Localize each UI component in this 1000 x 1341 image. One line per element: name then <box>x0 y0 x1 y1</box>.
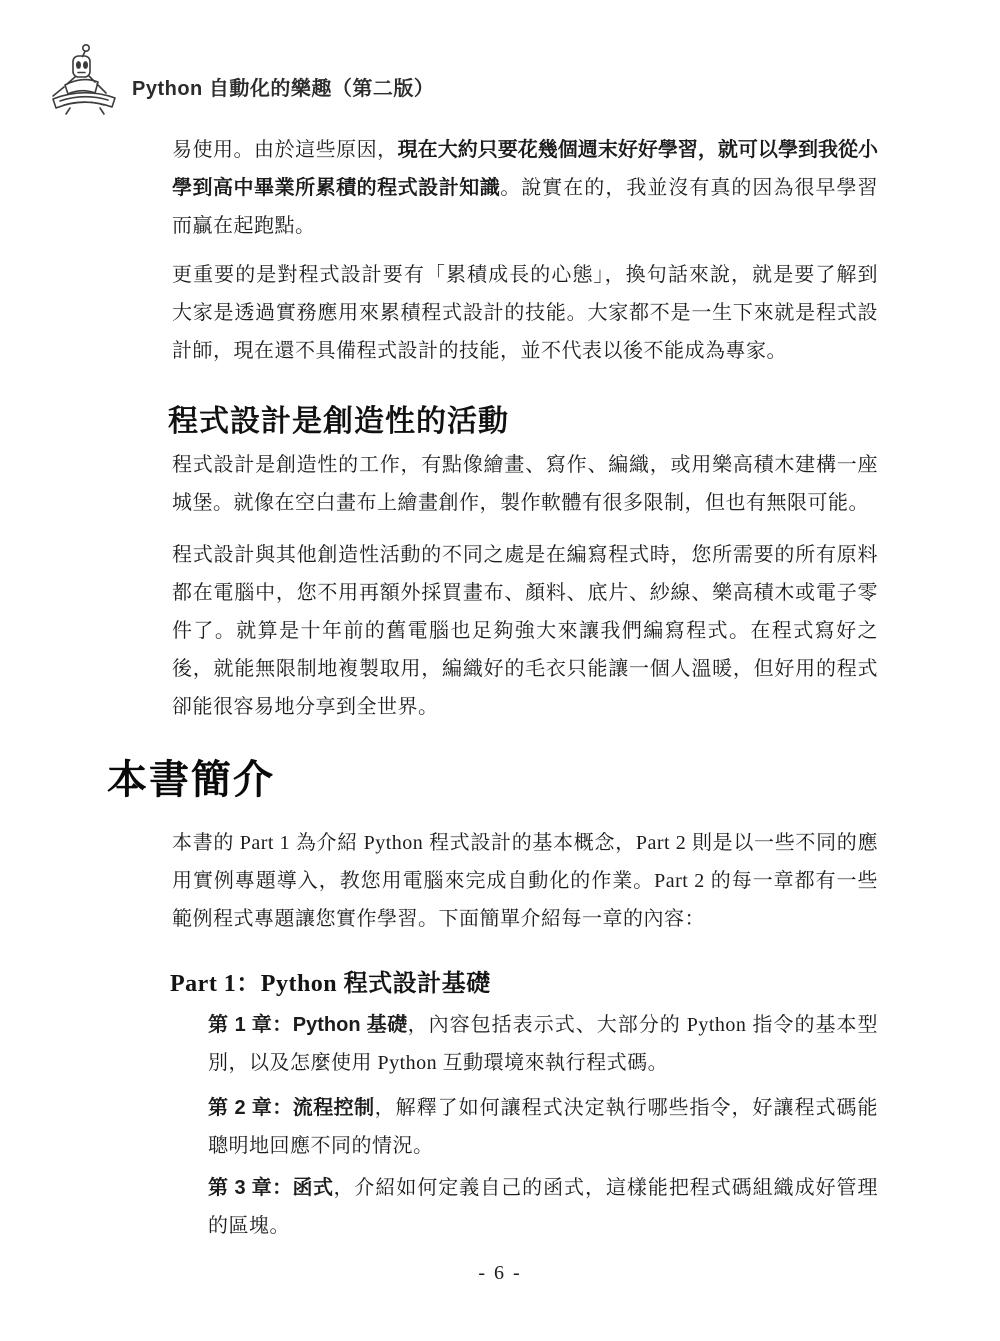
paragraph-5-text: 本書的 Part 1 為介紹 Python 程式設計的基本概念，Part 2 則是以一些不同的應用實例專題導入，教您用電腦來完成自動化的作業。Part 2 的每一章都有一些範例程式專題讓您實作學習。下面簡單介紹每一章的內容： <box>172 832 878 930</box>
paragraph-5 <box>172 824 878 938</box>
chapter-1-title: 第 1 章：Python 基礎 <box>208 1014 408 1036</box>
chapter-1-desc: ，內容包括表示式、大部分的 Python 指令的基本型別，以及怎麼使用 Python 互動環境來執行程式碼。 <box>208 1014 878 1074</box>
page-number: - 6 - <box>478 1262 522 1284</box>
section-heading: 程式設計是創造性的活動 <box>168 405 509 438</box>
paragraph-2-text: 更重要的是對程式設計要有「累積成長的心態」，換句話來說，就是要了解到大家是透過實務應用來累積程式設計的技能。大家都不是一生下來就是程式設計師，現在還不具備程式設計的技能，並不代表以後不能成為專家。 <box>172 264 878 362</box>
paragraph-4 <box>172 536 878 726</box>
part1-heading: Part 1：Python 程式設計基礎 <box>170 971 491 997</box>
paragraph-1 <box>172 131 878 245</box>
paragraph-3-text: 程式設計是創造性的工作，有點像繪畫、寫作、編織，或用樂高積木建構一座城堡。就像在空白畫布上繪畫創作，製作軟體有很多限制，但也有無限可能。 <box>172 454 878 514</box>
paragraph-1-bold-text: 現在大約只要花幾個週末好好學習，就可以學到我從小學到高中畢業所累積的程式設計知識 <box>172 139 879 199</box>
paragraph-3 <box>172 446 878 522</box>
chapter-2-title: 第 2 章：流程控制 <box>208 1097 375 1119</box>
section-heading-block <box>168 396 874 440</box>
chapter-3-desc: ，介紹如何定義自己的函式，這樣能把程式碼組織成好管理的區塊。 <box>208 1177 878 1237</box>
intro-heading: 本書簡介 <box>107 758 275 802</box>
page-header <box>48 42 434 116</box>
paragraph-1-text-end: 。說實在的，我並沒有真的因為很早學習而贏在起跑點。 <box>172 177 879 237</box>
chapter-2-item <box>208 1089 878 1165</box>
paragraph-2 <box>172 256 878 370</box>
chapter-3-title: 第 3 章：函式 <box>208 1177 334 1199</box>
robot-mascot-icon <box>48 42 120 116</box>
chapter-2-desc: ，解釋了如何讓程式決定執行哪些指令，好讓程式碼能聰明地回應不同的情況。 <box>208 1097 878 1157</box>
chapter-1-item <box>208 1006 878 1082</box>
chapter-3-item <box>208 1169 878 1245</box>
part1-heading-block <box>170 963 876 998</box>
paragraph-1-text: 易使用。由於這些原因， <box>172 139 398 161</box>
paragraph-4-text: 程式設計與其他創造性活動的不同之處是在編寫程式時，您所需要的所有原料都在電腦中，您不用再額外採買畫布、顏料、底片、紗線、樂高積木或電子零件了。就算是十年前的舊電腦也足夠強大來讓我們編寫程式。在程式寫好之後，就能無限制地複製取用，編織好的毛衣只能讓一個人溫暖，但好用的程式卻能很容易地分享到全世界。 <box>172 544 878 718</box>
running-header-title: Python 自動化的樂趣（第二版） <box>132 77 435 100</box>
